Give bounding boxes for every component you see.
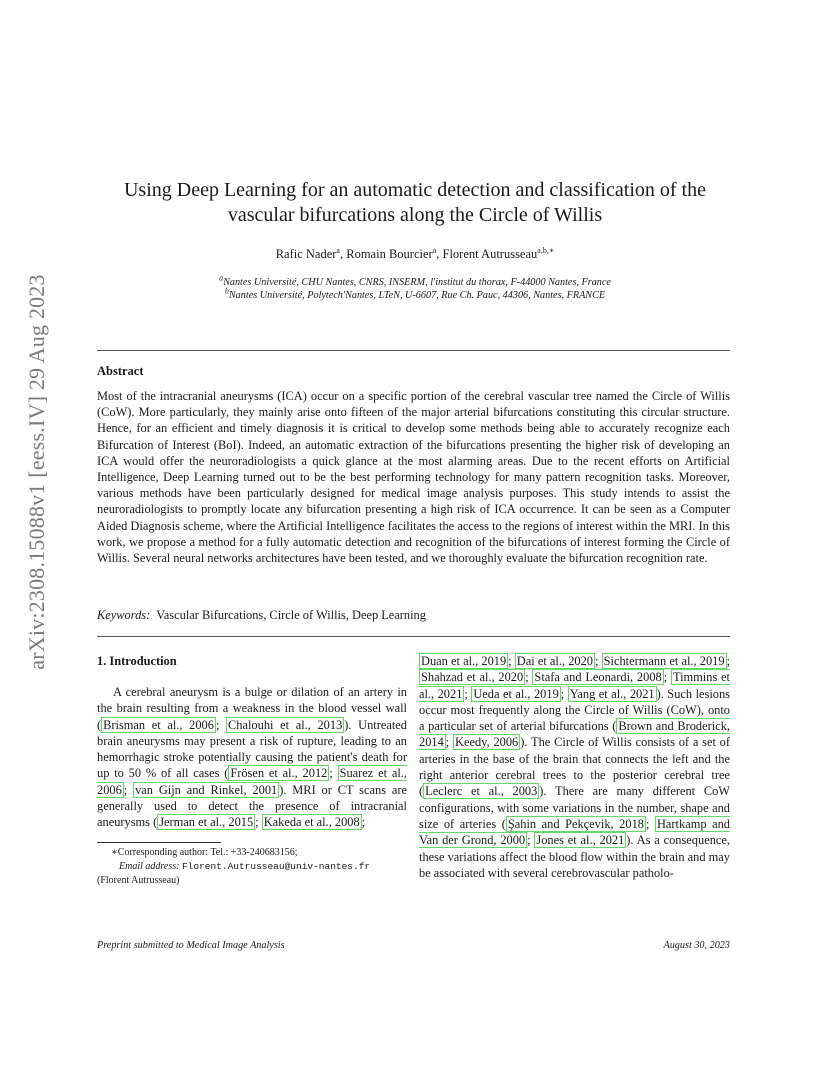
separator: ;	[508, 654, 515, 668]
footnote-email	[97, 860, 439, 874]
affiliation-a-mark: a	[219, 273, 224, 283]
citation-link[interactable]: Frösen et al., 2012	[230, 766, 328, 781]
author-2-affil: a	[432, 245, 437, 255]
separator: ;	[255, 815, 262, 830]
author-2: Romain Bourcier	[346, 247, 433, 261]
body-text: ). There are many different CoW configurations, with some variations in the number, shape and size of arteries (	[419, 784, 730, 831]
intro-left-column	[97, 684, 407, 831]
separator: ;	[645, 816, 655, 831]
separator: ;	[527, 833, 535, 848]
footnote-name: (Florent Autrusseau)	[97, 875, 180, 886]
citation-link[interactable]: Kakeda et al., 2008	[263, 815, 360, 830]
citation-link[interactable]: Dai et al., 2020	[516, 654, 593, 668]
citation-link[interactable]: Ueda et al., 2019	[473, 686, 559, 701]
separator: ;	[560, 686, 568, 701]
abstract-top-rule	[97, 350, 730, 351]
author-list: Rafic Nader$^a$, Romain Bourcier$^a$, Florent Autrusseau$^{a,b,∗}$	[275, 245, 555, 261]
abstract-heading: Abstract	[97, 364, 144, 378]
keywords-text: Vascular Bifurcations, Circle of Willis, Deep Learning	[156, 608, 426, 622]
section-heading-introduction: 1. Introduction	[97, 654, 177, 668]
separator: ;	[525, 670, 533, 685]
arxiv-sidebar-stamp	[22, 274, 52, 670]
separator: ;	[329, 766, 338, 781]
separator: ;	[464, 686, 472, 701]
body-text: ). MRI or CT scans are generally used to detect the presence of intracranial aneurysms (	[97, 782, 407, 830]
citation-link[interactable]: Brown and Broderick, 2014	[419, 719, 730, 750]
citation-link[interactable]: Shahzad et al., 2020	[421, 670, 524, 685]
footnote-corresponding: ∗Corresponding author: Tel.: +33-240683156;	[111, 847, 298, 858]
citation-link[interactable]: Duan et al., 2019	[421, 654, 507, 668]
footer-date: August 30, 2023	[663, 940, 730, 951]
citation-link[interactable]: van Gijn and Rinkel, 2001	[135, 782, 278, 797]
affiliation-b	[90, 286, 740, 301]
title-line-2: vascular bifurcations along the Circle of Willis	[227, 204, 603, 226]
footer-preprint-note: Preprint submitted to Medical Image Analysis	[97, 940, 285, 951]
intro-right-column	[419, 653, 730, 881]
citation-link[interactable]: Suarez et al., 2006	[97, 766, 407, 797]
citation-link[interactable]: Sichtermann et al., 2019	[603, 654, 725, 668]
email-link[interactable]: Florent.Autrusseau@univ-nantes.fr	[181, 861, 371, 872]
body-text: ). Such lesions occur most frequently along the Circle of Willis (CoW), onto a particular set of arterial bifurcations (	[419, 686, 730, 734]
footnote-rule	[97, 842, 221, 843]
body-text: A cerebral aneurysm is a bulge or dilation of an artery in the brain resulting from a weakness in the blood vessel wall (	[97, 685, 407, 732]
abstract-body: Most of the intracranial aneurysms (ICA) occur on a specific portion of the cerebral vascular tree named the Circle of Willis (CoW). More particularly, they mainly arise onto fifteen of the major arterial bifurcations constituting this circular structure. Hence, for an efficient and timely diagnosis it is critical to develop some methods being able to accurately recognize each Bifurcation of Interest (BoI). Indeed, an automatic extraction of the bifurcations presenting the higher risk of developing an ICA would offer the neuroradiologists a quick glance at the most alarming areas. Due to the recent efforts on Artificial Intelligence, Deep Learning turned out to be the best performing technology for many pattern recognition tasks. Moreover, various methods have been particularly designed for medical image analysis purposes. This study intends to assist the neuroradiologists to promptly locate any bifurcation presenting a high risk of ICA occurrence. It can be seen as a Computer Aided Diagnosis scheme, where the Artificial Intelligence facilitates the access to the regions of interest within the MRI. In this work, we propose a method for a fully automatic detection and recognition of the bifurcations of interest forming the Circle of Willis. Several neural networks architectures have been tested, and we thoroughly evaluate the bifurcation recognition rate.	[97, 389, 730, 566]
affiliation-b-text: Nantes Université, Polytech'Nantes, LTeN, U-6607, Rue Ch. Pauc, 44306, Nantes, FRANCE	[228, 290, 606, 301]
affiliation-b-mark: b	[224, 286, 229, 296]
citation-link[interactable]: Jerman et al., 2015	[159, 815, 254, 830]
citation-link[interactable]: Stafa and Leonardi, 2008	[534, 670, 662, 685]
separator: ;	[215, 717, 227, 732]
citation-link[interactable]: Brisman et al., 2006	[103, 717, 214, 732]
citation-link[interactable]: Leclerc et al., 2003	[425, 784, 538, 799]
citation-link[interactable]: Şahin and Pekçevik, 2018	[507, 816, 644, 831]
keywords-label: Keywords:	[97, 608, 151, 622]
separator: ;	[726, 654, 731, 668]
separator: ;	[123, 782, 134, 797]
citation-link[interactable]: Jones et al., 2021	[536, 833, 625, 848]
title-line-1: Using Deep Learning for an automatic detection and classification of the	[123, 179, 706, 201]
footnote-email-label: Email address:	[119, 861, 180, 872]
body-text: ). Untreated brain aneurysms may present a risk of rupture, leading to an hemorrhagic stroke potentially causing the patient's death for up to 50 % of all cases (	[97, 717, 407, 781]
author-3: Florent Autrusseau	[442, 247, 538, 261]
author-3-affil: a,b,∗	[537, 245, 555, 255]
citation-link[interactable]: Timmins et al., 2021	[419, 670, 730, 701]
body-text: ). The Circle of Willis consists of a set of arteries in the base of the brain that connects the left and the right anterior cerebral trees to the posterior cerebral tree (	[419, 735, 731, 799]
separator: ;	[445, 735, 454, 750]
citation-link[interactable]: Hartkamp and Van der Grond, 2000	[419, 816, 730, 848]
author-1: Rafic Nader	[275, 247, 337, 261]
keywords-line	[97, 608, 426, 623]
arxiv-id-text: arXiv:2308.15088v1 [eess.IV] 29 Aug 2023	[24, 274, 49, 670]
paper-title	[90, 178, 740, 228]
body-text: ). As a consequence, these variations affect the blood flow within the brain and may be associated with several cerebrovascular patholo-	[419, 833, 730, 880]
separator: ;	[663, 670, 671, 685]
citation-link[interactable]: Keedy, 2006	[455, 735, 519, 750]
citation-link[interactable]: Chalouhi et al., 2013	[228, 717, 343, 732]
author-1-affil: a	[336, 245, 340, 255]
separator: ;	[595, 654, 602, 668]
citation-link[interactable]: Yang et al., 2021	[569, 686, 655, 701]
affiliation-a	[90, 273, 740, 288]
affiliation-a-text: Nantes Université, CHU Nantes, CNRS, INSERM, l'institut du thorax, F-44000 Nantes, France	[223, 277, 611, 288]
abstract-bottom-rule	[97, 636, 730, 637]
body-text: ;	[361, 815, 366, 830]
